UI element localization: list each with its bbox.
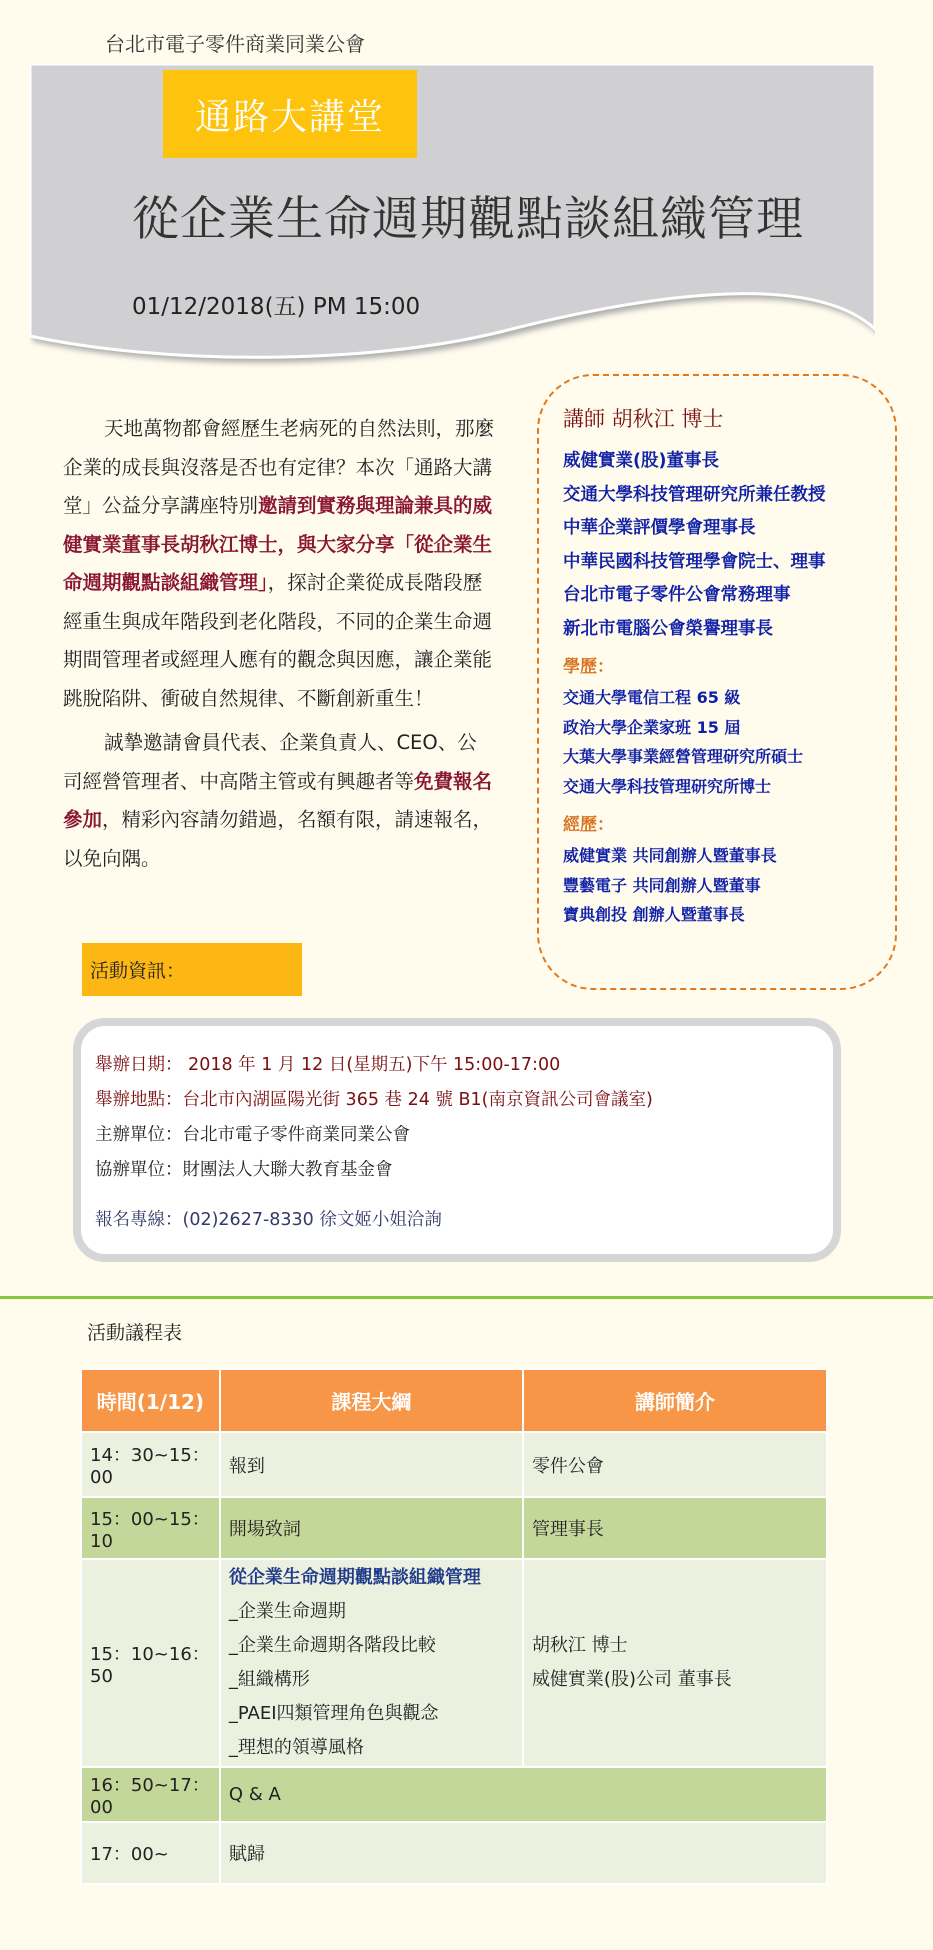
lecturer-title: 威健實業(股)公司 董事長 <box>531 1669 732 1690</box>
schedule-header-row <box>81 1369 827 1432</box>
time-cell: 16：50~17：00 <box>81 1767 220 1822</box>
experience-item: 豐藝電子 共同創辦人暨董事 <box>563 875 761 895</box>
event-organizer: 主辦單位：台北市電子零件商業同業公會 <box>95 1125 410 1145</box>
event-co-organizer: 協辦單位：財團法人大聯大教育基金會 <box>95 1160 393 1180</box>
intro-paragraph-1: 天地萬物都會經歷生老病死的自然法則，那麼企業的成長與沒落是否也有定律？本次「通路大講堂」公益分享講座特別邀請到實務與理論兼具的威健實業董事長胡秋江博士，與大家分享「從企業生命週期觀點談組織管理」，探討企業從成長階段歷經重生與成年階段到老化階段，不同的企業生命週期間管理者或經理人應有的觀念與因應，讓企業能跳脫陷阱、衝破自然規律、不斷創新重生！ <box>63 417 494 710</box>
event-venue: 舉辦地點：台北市內湖區陽光街 365 巷 24 號 B1(南京資訊公司會議室) <box>95 1090 653 1110</box>
event-date: 舉辦日期： 2018 年 1 月 12 日(星期五)下午 15:00-17:00 <box>95 1055 561 1075</box>
speaker-name: 講師 胡秋江 博士 <box>563 407 724 431</box>
table-row <box>81 1767 827 1822</box>
course-topic: _企業生命週期 <box>228 1601 346 1622</box>
table-row <box>81 1822 827 1884</box>
header-time: 時間(1/12) <box>81 1369 220 1432</box>
speaker-title-item: 交通大學科技管理研究所兼任教授 <box>563 484 826 505</box>
speaker-education <box>563 683 803 801</box>
registration-hotline: 報名專線：(02)2627-8330 徐文姬小姐洽詢 <box>95 1210 442 1230</box>
experience-item: 寶典創投 創辦人暨董事長 <box>563 905 745 924</box>
table-row <box>81 1432 827 1497</box>
speaker-title-item: 威健實業(股)董事長 <box>563 451 719 471</box>
lecturer-name: 胡秋江 博士 <box>531 1635 628 1656</box>
header-lecturer: 講師簡介 <box>523 1369 827 1432</box>
course-cell: 賦歸 <box>220 1822 827 1884</box>
lecturer-cell: 零件公會 <box>523 1432 827 1497</box>
education-item: 大葉大學事業經營管理研究所碩士 <box>563 747 804 766</box>
event-datetime: 01/12/2018(五) PM 15:00 <box>132 294 421 320</box>
intro-highlight: 邀請到實務與理論兼具的威健實業董事長胡秋江博士，與大家分享「從企業生命週期觀點談組織管理」 <box>63 494 493 594</box>
speaker-experience <box>563 841 777 930</box>
time-cell: 14：30~15：00 <box>81 1432 220 1497</box>
intro-paragraph-2: 誠摯邀請會員代表、企業負責人、CEO、公司經營管理者、中高階主管或有興趣者等免費報名參加，精彩內容請勿錯過，名額有限，請速報名，以免向隅。 <box>63 731 493 870</box>
time-cell: 15：00~15：10 <box>81 1497 220 1559</box>
education-item: 政治大學企業家班 15 屆 <box>563 717 741 737</box>
event-info-label: 活動資訊： <box>82 943 302 996</box>
speaker-title-item: 新北市電腦公會榮譽理事長 <box>563 618 773 639</box>
education-item: 交通大學電信工程 65 級 <box>563 688 741 707</box>
time-cell: 15：10~16：50 <box>81 1559 220 1767</box>
free-registration-highlight: 免費報名參加 <box>63 769 493 831</box>
header-course: 課程大綱 <box>220 1369 523 1432</box>
table-row <box>81 1559 827 1767</box>
course-cell: Q & A <box>220 1767 827 1822</box>
time-cell: 17：00~ <box>81 1822 220 1884</box>
course-cell <box>220 1559 523 1767</box>
table-row <box>81 1497 827 1559</box>
course-title: 從企業生命週期觀點談組織管理 <box>228 1567 481 1588</box>
course-topic: _企業生命週期各階段比較 <box>228 1635 436 1656</box>
page-title: 從企業生命週期觀點談組織管理 <box>132 192 804 247</box>
lecturer-cell: 管理事長 <box>523 1497 827 1559</box>
course-topic: _PAEI四類管理角色與觀念 <box>228 1703 439 1724</box>
schedule-title: 活動議程表 <box>87 1322 183 1344</box>
schedule-table <box>80 1368 828 1885</box>
experience-item: 威健實業 共同創辦人暨董事長 <box>563 846 777 865</box>
education-item: 交通大學科技管理研究所博士 <box>563 776 772 796</box>
course-cell: 報到 <box>220 1432 523 1497</box>
speaker-title-item: 中華企業評價學會理事長 <box>563 518 756 539</box>
speaker-titles <box>563 445 826 647</box>
education-heading: 學歷： <box>563 657 614 677</box>
course-cell: 開場致詞 <box>220 1497 523 1559</box>
organization-name: 台北市電子零件商業同業公會 <box>105 32 365 56</box>
course-topic: _理想的領導風格 <box>228 1737 364 1758</box>
event-series-badge: 通路大講堂 <box>163 70 417 158</box>
intro-text <box>63 410 495 878</box>
section-divider <box>0 1296 933 1299</box>
course-topic: _組織構形 <box>228 1669 310 1690</box>
lecturer-cell <box>523 1559 827 1767</box>
experience-heading: 經歷： <box>563 815 614 835</box>
speaker-title-item: 台北市電子零件公會常務理事 <box>563 585 791 606</box>
speaker-title-item: 中華民國科技管理學會院士、理事 <box>563 551 826 572</box>
